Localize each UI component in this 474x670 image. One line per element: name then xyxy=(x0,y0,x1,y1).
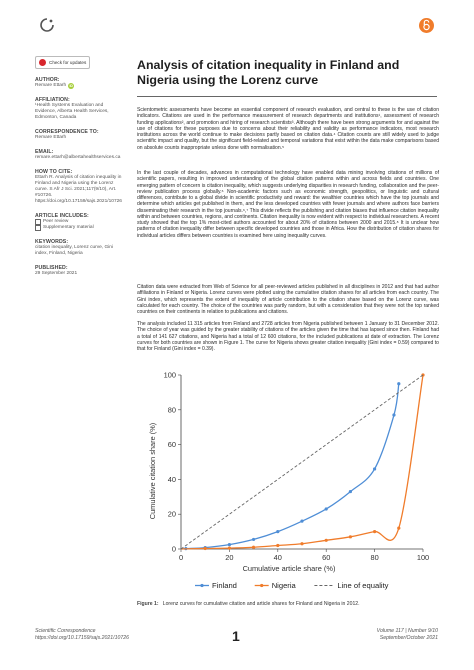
email-label: EMAIL: xyxy=(35,149,54,155)
legend-label-line-of-equality: Line of equality xyxy=(337,581,389,590)
caption-text: Lorenz curves for cumulative citation and article shares for Finland and Nigeria in 2012. xyxy=(162,601,360,607)
nigeria-point xyxy=(228,547,231,550)
update-check-icon xyxy=(39,59,46,66)
x-tick-label: 60 xyxy=(322,553,331,562)
footer-doi-link[interactable]: https://doi.org/10.17159/sajs.2021/10726 xyxy=(35,635,130,641)
issue-date: September/October 2021 xyxy=(379,635,438,641)
y-tick-label: 40 xyxy=(167,474,176,484)
finland-point xyxy=(252,538,255,541)
nigeria-point xyxy=(373,530,376,533)
body-paragraph-2: In the last couple of decades, advances in computational technology have enabled data mining involving citations of millions of scientific papers, resulting in improved understanding of the global citation patterns within and across fields and countries. One emerging pattern of concern is citation inequality, which suggests underlying disparities in research funding, collaboration and the peer-review publication process globally.⁶ Non-academic factors such as economic strength, geopolitics, or linguistic and cultural differences, contribute to a global divide in scientific productivity and reward: the wealthier countries which have the top journals and determine which articles get published in them, and the less developed countries with fewer journals and where authors face barriers disseminating their research in the top journals.⁶,⁷ This divide reflects the publishing and citation biases that influence citation inequality within and between countries, regions, and continents. Citation inequality is now evident with respect to individual researchers. A recent study showed that the top 1% most-cited authors accounted for about 20% of citations between 2000 and 2015.⁸ It is unclear how patterns of citation inequality differ between specific developed countries and those in Africa. How the distribution of citation shares for individual articles differs between countries is examined here using inequality curves. xyxy=(137,170,439,239)
volume-info: Volume 117 | Number 9/10 xyxy=(376,628,438,634)
finland-point xyxy=(300,520,303,523)
finland-point xyxy=(392,413,395,416)
finland-point xyxy=(276,530,279,533)
article-sidebar xyxy=(35,56,122,277)
correspondence-name: Remare Ettarh xyxy=(35,135,67,140)
author-label: AUTHOR: xyxy=(35,77,60,83)
nigeria-curve xyxy=(181,375,423,549)
finland-point xyxy=(325,507,328,510)
body-paragraph-3: Citation data were extracted from Web of Science for all peer-reviewed articles published in all disciplines in 2012 and that had author affiliations in Finland or Nigeria. Lorenz curves were plotted using the cumulative citation shares for all articles from each country. The Gini index, which represents the extent of inequality of article contribution to the citation share based on the Lorenz curve, was calculated for each country. The choice of the countries was partly random, but with a consideration that they were not the top ranked countries on their continents in relation to publications and citations. xyxy=(137,284,439,315)
article-title: Analysis of citation inequality in Finland and Nigeria using the Lorenz curve xyxy=(137,58,400,87)
finland-point xyxy=(397,382,400,385)
caption-label: Figure 1: xyxy=(137,601,159,607)
cite-label: HOW TO CITE: xyxy=(35,169,73,175)
footer-left xyxy=(35,628,129,642)
checkbox-icon xyxy=(35,225,41,231)
email-link[interactable]: remare.ettarh@albertahealthservices.ca xyxy=(35,155,121,160)
chart-legend xyxy=(195,581,389,590)
line-of-equality-line xyxy=(181,375,423,549)
x-tick-label: 0 xyxy=(178,553,184,562)
y-tick-label: 20 xyxy=(167,509,176,519)
include-supplementary[interactable]: Supplementary material xyxy=(43,225,94,230)
finland-point xyxy=(349,490,352,493)
published-date: 29 September 2021 xyxy=(35,271,78,276)
nigeria-point xyxy=(325,539,328,542)
chart-marks xyxy=(181,373,425,550)
open-access-icon xyxy=(419,18,434,33)
y-tick-label: 80 xyxy=(167,405,176,415)
check-updates-button[interactable] xyxy=(35,56,90,69)
orcid-icon[interactable]: iD xyxy=(69,84,73,88)
finland-point xyxy=(228,543,231,546)
keywords-text: citation inequality, Lorenz curve, Gini index, Finland, Nigeria xyxy=(35,245,114,256)
y-tick-label: 60 xyxy=(167,440,176,450)
x-tick-label: 100 xyxy=(416,553,430,562)
footer-right xyxy=(330,628,438,642)
journal-section: Scientific Correspondence xyxy=(35,628,96,634)
nigeria-point xyxy=(204,547,207,550)
nigeria-point xyxy=(397,527,400,530)
x-tick-label: 80 xyxy=(370,553,379,562)
correspondence-label: CORRESPONDENCE TO: xyxy=(35,129,99,135)
legend-marker-nigeria xyxy=(260,584,263,587)
includes-label: ARTICLE INCLUDES: xyxy=(35,213,89,219)
x-tick-label: 20 xyxy=(225,553,234,562)
include-peer-review[interactable]: Peer review xyxy=(43,219,69,224)
x-tick-label: 40 xyxy=(273,553,282,562)
figure-caption xyxy=(137,601,439,607)
publisher-logo-icon xyxy=(40,18,54,32)
title-divider xyxy=(137,96,437,97)
y-tick-label: 0 xyxy=(171,544,176,554)
y-axis-label: Cumulative citation share (%) xyxy=(148,422,157,520)
affiliation-text: ¹Health Systems Evaluation and Evidence, Alberta Health Services, Edmonton, Canada xyxy=(35,103,109,120)
citation-text: Ettarh R. Analysis of citation inequality in Finland and Nigeria using the Lorenz curve. S Afr J Sci. 2021;117(9/10), Art. #10726. https://doi.org/10.17159/sajs.2021/10726 xyxy=(35,175,122,204)
keywords-label: KEYWORDS: xyxy=(35,239,69,245)
lorenz-chart xyxy=(137,363,439,595)
page-header xyxy=(0,0,474,44)
body-paragraph-1: Scientometric assessments have become an essential component of research evaluation, and central to these is the use of citation indicators. Citations are used in the performance measurement of research departments and institutions¹, assessment of research funding applications², and promotion and hiring of research scientists³. Although there have been strong arguments for and against the use of citations for these purposes due to concerns about their reliability and validity as performance indicators, most research institutions across the world continue to make decisions partly based on citation data.⁴ Citation counts are still widely used to judge scientific impact and quality, but the significant field-related and temporal variations that exist within the data make comparisons based on absolute counts inappropriate unless done with normalisation.⁵ xyxy=(137,107,439,151)
nigeria-point xyxy=(349,535,352,538)
legend-label-finland: Finland xyxy=(212,581,237,590)
legend-label-nigeria: Nigeria xyxy=(271,581,296,590)
affiliation-label: AFFILIATION: xyxy=(35,97,70,103)
y-tick-label: 100 xyxy=(163,370,176,380)
body-paragraph-4: The analysis included 11 315 articles from Finland and 2728 articles from Nigeria published between 1 January to 31 December 2012. The choice of year was guided by the greater stability of citations of the articles given the time that has lapsed since then. Finland had a total of 141 627 citations, and Nigeria had a total of 12 600 citations, for the included publications at date of extraction. The Lorenz curves for both countries are shown in Figure 1. The curve for Nigeria shows greater citation inequality (Gini index = 0.59) compared to that for Finland (Gini index = 0.39). xyxy=(137,321,439,352)
author-name: Remare Ettarh xyxy=(35,83,67,88)
finland-point xyxy=(373,467,376,470)
nigeria-point xyxy=(252,546,255,549)
finland-curve xyxy=(181,384,399,549)
check-updates-label: Check for updates xyxy=(49,60,87,65)
nigeria-point xyxy=(276,544,279,547)
legend-marker-finland xyxy=(200,584,203,587)
published-label: PUBLISHED: xyxy=(35,265,68,271)
nigeria-point xyxy=(300,542,303,545)
x-axis-label: Cumulative article share (%) xyxy=(242,564,336,573)
page-number: 1 xyxy=(232,628,240,644)
